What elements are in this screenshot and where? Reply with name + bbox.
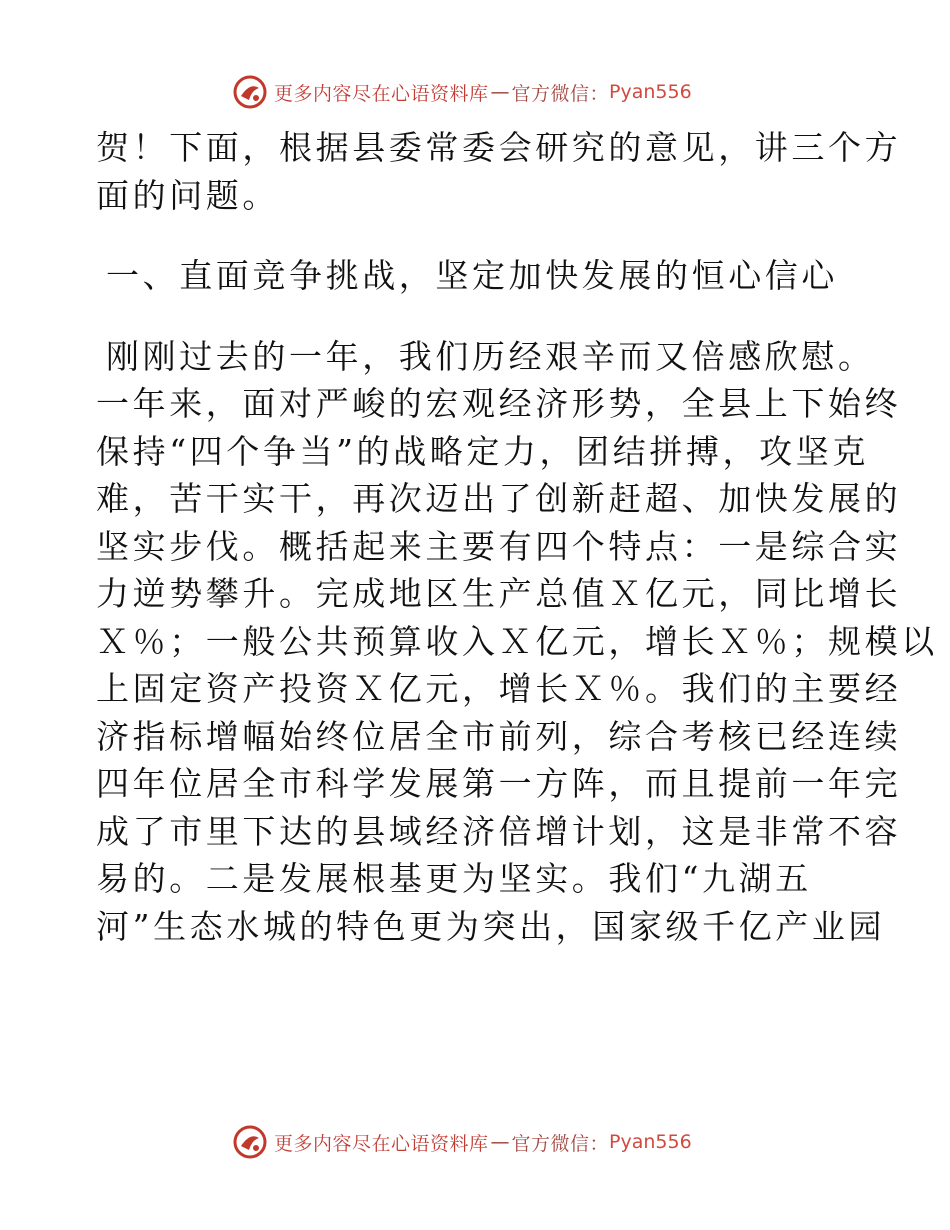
watermark-dash: —: [490, 1131, 510, 1153]
watermark-banner-top: [0, 72, 950, 112]
watermark-dash: —: [490, 81, 510, 103]
body-line: 贺！下面，根据县委常委会研究的意见，讲三个方: [96, 128, 902, 167]
watermark-main-text: 更多内容尽在心语资料库: [274, 1132, 489, 1155]
body-line: 河”生态水城的特色更为突出，国家级千亿产业园: [96, 906, 886, 946]
brand-logo-icon: [232, 1124, 268, 1160]
body-line: Ｘ％；一般公共预算收入Ｘ亿元，增长Ｘ％；规模以: [96, 621, 938, 661]
paragraph-gap: [96, 219, 856, 252]
body-line: 济指标增幅始终位居全市前列，综合考核已经连续: [96, 716, 902, 756]
body-line: 力逆势攀升。完成地区生产总值Ｘ亿元，同比增长: [96, 574, 902, 613]
section-heading: 一、直面竞争挑战，坚定加快发展的恒心信心: [106, 256, 838, 295]
watermark-wechat-handle: Pyan556: [609, 81, 692, 103]
body-line: 易的。二是发展根基更为坚实。我们“九湖五: [96, 859, 812, 898]
watermark-banner-bottom: [0, 1122, 950, 1162]
body-line: 面的问题。: [96, 175, 279, 215]
watermark-wechat-label: 官方微信：: [511, 82, 610, 105]
document-body: [96, 124, 938, 950]
paragraph-gap: [96, 300, 856, 333]
watermark-wechat-handle: Pyan556: [609, 1131, 692, 1153]
body-line: 一年来，面对严峻的宏观经济形势，全县上下始终: [96, 384, 902, 423]
body-line: 难，苦干实干，再次迈出了创新赶超、加快发展的: [96, 479, 902, 518]
body-line: 刚刚过去的一年，我们历经艰辛而又倍感欣慰。: [106, 336, 875, 376]
body-line: 成了市里下达的县域经济倍增计划，这是非常不容: [96, 811, 902, 851]
body-line: 坚实步伐。概括起来主要有四个特点：一是综合实: [96, 526, 902, 566]
brand-logo-icon: [232, 74, 268, 110]
watermark-main-text: 更多内容尽在心语资料库: [274, 82, 489, 105]
body-line: 四年位居全市科学发展第一方阵，而且提前一年完: [96, 764, 902, 803]
watermark-wechat-label: 官方微信：: [511, 1132, 610, 1155]
body-line: 上固定资产投资Ｘ亿元，增长Ｘ％。我们的主要经: [96, 669, 902, 708]
body-line: 保持“四个争当”的战略定力，团结拼搏，攻坚克: [96, 431, 869, 471]
